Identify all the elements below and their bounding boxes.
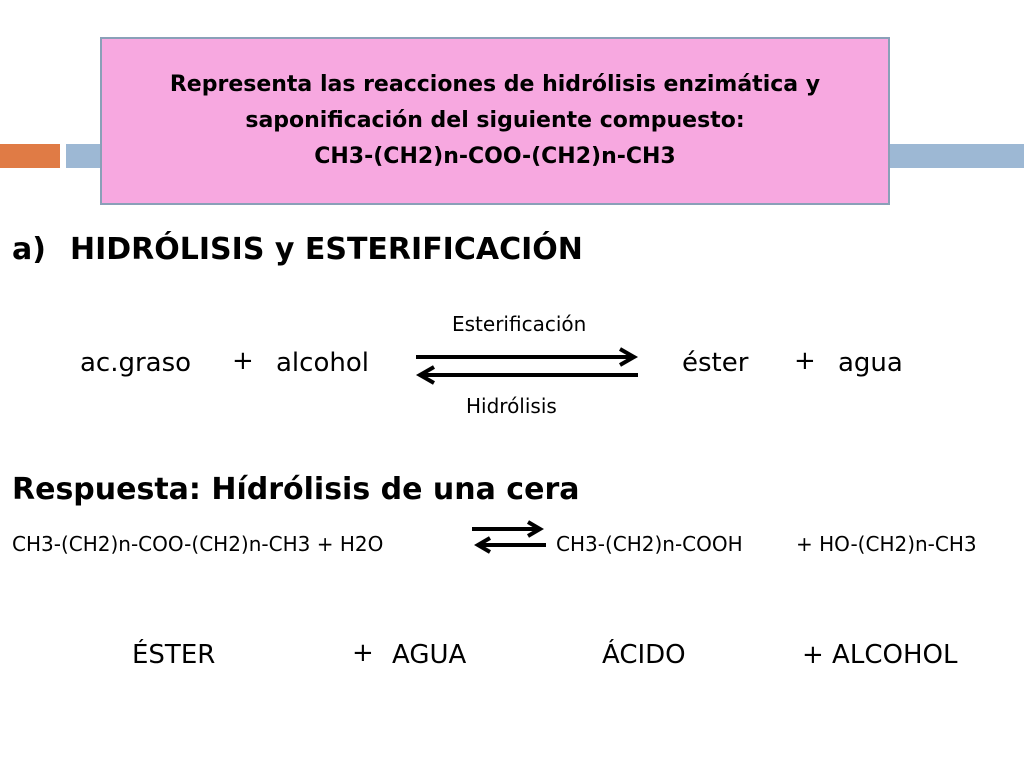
forward-label: Esterificación (452, 312, 587, 336)
product-water: agua (838, 348, 903, 378)
title-line-3: CH3-(CH2)n-COO-(CH2)n-CH3 (314, 144, 676, 169)
product-ester: éster (682, 348, 749, 378)
plus-sign: + (232, 346, 254, 376)
plus-sign: + (794, 346, 816, 376)
title-box (100, 37, 890, 205)
answer-product-alcohol: + HO-(CH2)n-CH3 (796, 532, 977, 556)
equilibrium-arrows-icon (410, 345, 645, 387)
equilibrium-arrows-icon (468, 519, 550, 555)
reactant-alcohol: alcohol (276, 348, 369, 378)
title-line-2: saponificación del siguiente compuesto: (245, 108, 745, 133)
answer-heading: Respuesta: Hídrólisis de una cera (12, 472, 580, 507)
answer-reactants: CH3-(CH2)n-COO-(CH2)n-CH3 + H2O (12, 532, 384, 556)
reactant-fatty-acid: ac.graso (80, 348, 192, 378)
answer-product-acid: CH3-(CH2)n-COOH (556, 532, 743, 556)
reverse-label: Hidrólisis (466, 394, 557, 418)
label-alcohol: + ALCOHOL (802, 640, 958, 670)
section-number: a) (12, 232, 46, 267)
title-line-1: Representa las reacciones de hidrólisis enzimática y (169, 72, 821, 97)
label-water: AGUA (392, 640, 467, 670)
section-heading (12, 232, 583, 267)
accent-bar-orange (0, 144, 60, 168)
section-title: HIDRÓLISIS y ESTERIFICACIÓN (70, 232, 583, 267)
label-acid: ÁCIDO (602, 640, 686, 670)
label-ester: ÉSTER (132, 640, 216, 670)
plus-sign: + (352, 638, 374, 668)
